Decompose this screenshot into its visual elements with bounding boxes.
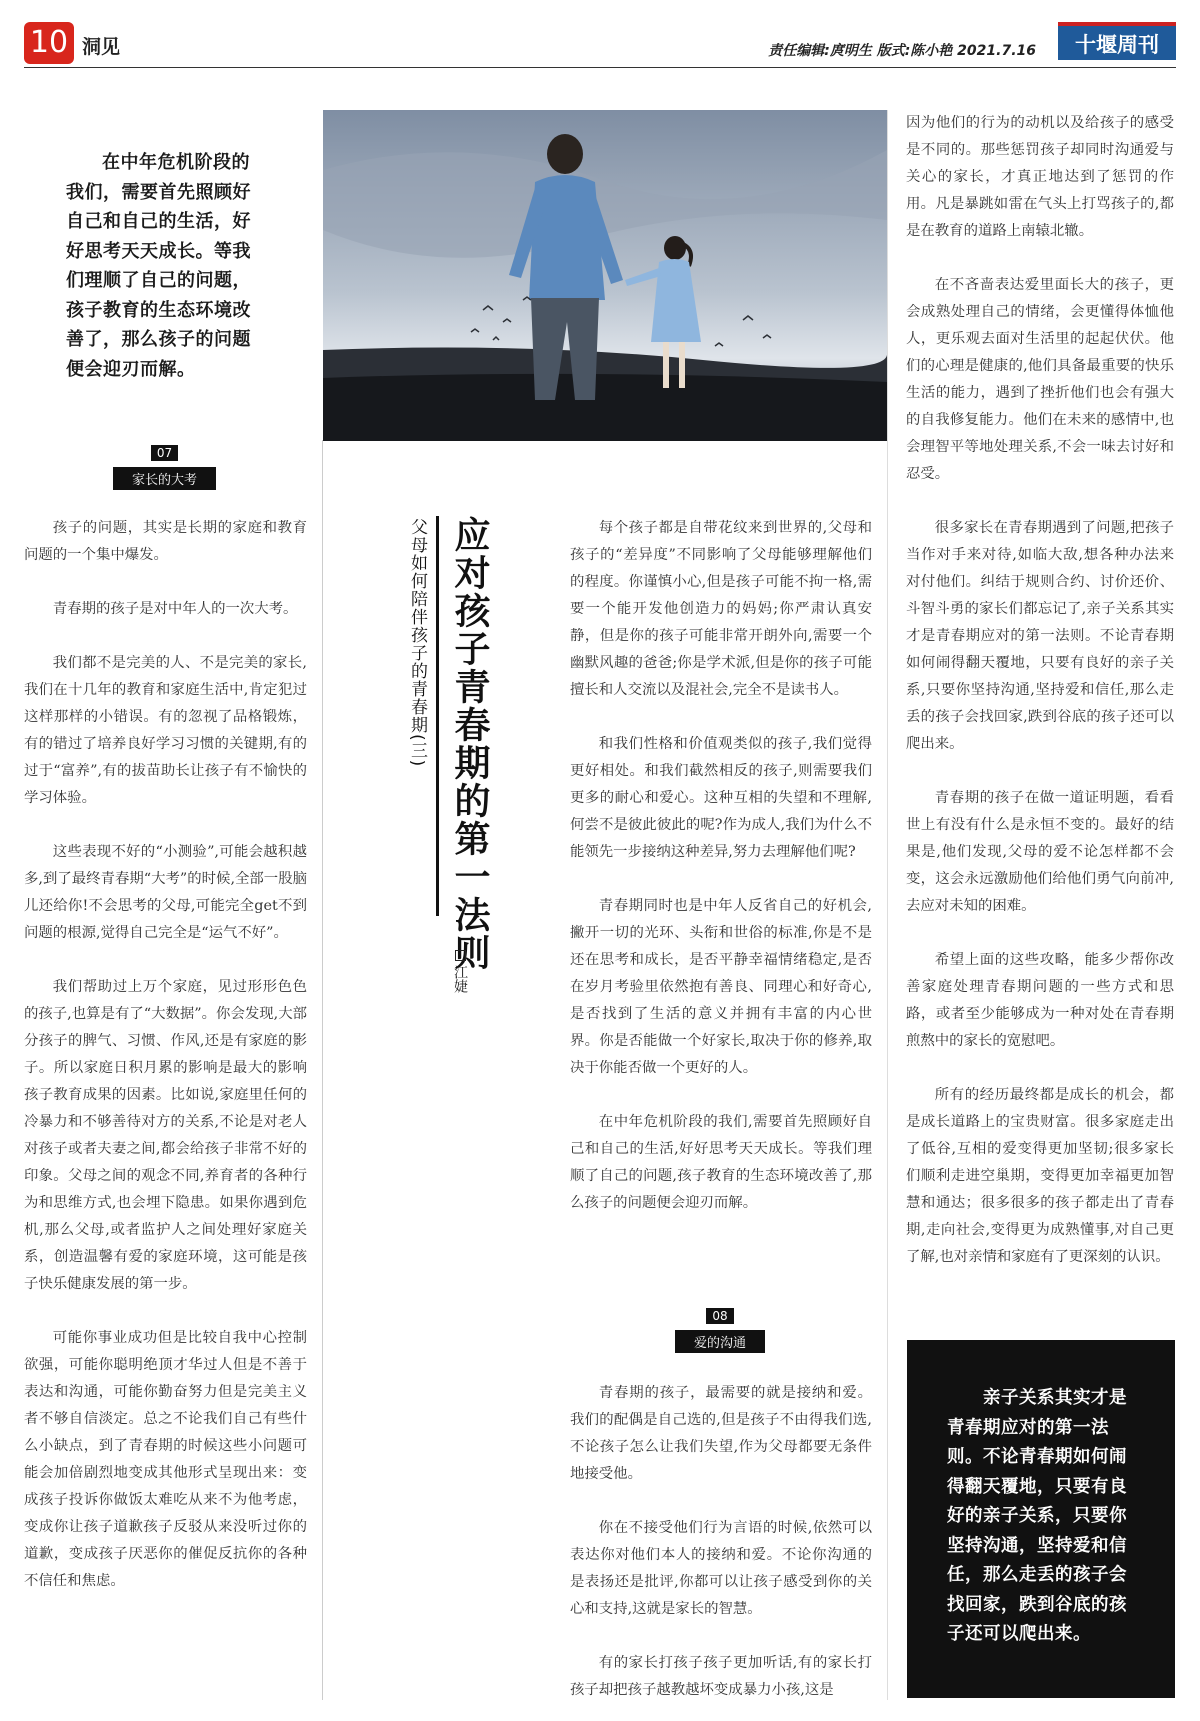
paragraph: 我们帮助过上万个家庭，见过形形色色的孩子,也算是有了“大数据”。你会发现,大部分孩子的脾气、习惯、作风,还是有家庭的影子。所以家庭日积月累的影响是最大的影响孩子教育成果的因素。比如说,家庭里任何的冷暴力和不够善待对方的关系,不论是对老人对孩子或者夫妻之间,都会给孩子非常不好的印象。父母之间的观念不同,养育者的各种行为和思维方式,也会埋下隐患。如果你遇到危机,那么父母,或者监护人之间处理好家庭关系，创造温馨有爱的家庭环境，这可能是孩子快乐健康发展的第一步。 xyxy=(24,979,307,1292)
author-name: 江婕 xyxy=(452,965,468,993)
section-name: 洞见 xyxy=(82,36,121,58)
author-byline xyxy=(450,950,470,993)
column-divider xyxy=(322,440,323,1700)
paragraph: 青春期的孩子在做一道证明题，看看世上有没有什么是永恒不变的。最好的结果是,他们发现,父母的爱不论怎样都不会变，这会永远激励他们给他们勇气向前冲,去应对未知的困难。 xyxy=(906,790,1174,914)
masthead-logo: 十堰周刊 xyxy=(1058,22,1176,60)
section-marker-08 xyxy=(675,1305,765,1353)
article-column-3-bottom xyxy=(570,1380,872,1721)
section-title: 爱的沟通 xyxy=(675,1330,765,1353)
column-divider xyxy=(887,110,888,1700)
paragraph: 在中年危机阶段的我们,需要首先照顾好自己和自己的生活,好好思考天天成长。等我们理顺了自己的问题,孩子教育的生态环境改善了,那么孩子的问题便会迎刃而解。 xyxy=(570,1114,872,1211)
illustration-father-daughter xyxy=(323,110,887,441)
highlight-quote-box xyxy=(907,1340,1175,1698)
article-title: 应对孩子青春期的第一法则 xyxy=(449,516,490,972)
paragraph: 和我们性格和价值观类似的孩子,我们觉得更好相处。和我们截然相反的孩子,则需要我们更多的耐心和爱心。这种互相的失望和不理解,何尝不是彼此彼此的呢?作为成人,我们为什么不能领先一步接纳这种差异,努力去理解他们呢? xyxy=(570,736,872,860)
paragraph: 青春期的孩子，最需要的就是接纳和爱。我们的配偶是自己选的,但是孩子不由得我们选,不论孩子怎么让我们失望,作为父母都要无条件地接受他。 xyxy=(570,1385,872,1482)
editor-info: 责任编辑:庹明生 版式:陈小艳 2021.7.16 xyxy=(768,43,1036,59)
page-number: 10 xyxy=(24,22,74,64)
article-subtitle: 父母如何陪伴孩子的青春期(三) xyxy=(407,518,427,768)
article-column-4 xyxy=(906,110,1174,1298)
paragraph: 青春期的孩子是对中年人的一次大考。 xyxy=(52,601,298,617)
byline-box-icon xyxy=(455,950,466,961)
paragraph: 可能你事业成功但是比较自我中心控制欲强，可能你聪明绝顶才华过人但是不善于表达和沟通，可能你勤奋努力但是完美主义者不够自信淡定。总之不论我们自己有些什么小缺点，到了青春期的时候这些小问题可能会加倍剧烈地变成其他形式呈现出来：变成孩子投诉你做饭太难吃从来不为他考虑，变成你让孩子道歉孩子反驳从来没听过你的道歉，变成孩子厌恶你的催促反抗你的各种不信任和焦虑。 xyxy=(24,1330,307,1589)
section-number: 08 xyxy=(706,1308,733,1324)
paragraph: 在不吝啬表达爱里面长大的孩子，更会成熟处理自己的情绪，会更懂得体恤他人，更乐观去面对生活里的起起伏伏。他们的心理是健康的,他们具备最重要的快乐生活的能力，遇到了挫折他们也会有强大的自我修复能力。他们在未来的感情中,也会理智平等地处理关系,不会一味去讨好和忍受。 xyxy=(906,277,1174,482)
highlight-quote: 亲子关系其实才是青春期应对的第一法则。不论青春期如何闹得翻天覆地，只要有良好的亲子关系，只要你坚持沟通，坚持爱和信任，那么走丢的孩子会找回家，跌到谷底的孩子还可以爬出来。 xyxy=(947,1388,1127,1644)
paragraph: 每个孩子都是自带花纹来到世界的,父母和孩子的“差异度”不同影响了父母能够理解他们的程度。你谨慎小心,但是孩子可能不拘一格,需要一个能开发他创造力的妈妈;你严肃认真安静，但是你的孩子可能非常开朗外向,需要一个幽默风趣的爸爸;你是学术派,但是你的孩子可能擅长和人交流以及混社会,完全不是读书人。 xyxy=(570,520,872,698)
paragraph: 有的家长打孩子孩子更加听话,有的家长打孩子却把孩子越教越坏变成暴力小孩,这是 xyxy=(570,1655,872,1698)
paragraph: 希望上面的这些攻略，能多少帮你改善家庭处理青春期问题的一些方式和思路，或者至少能够成为一种对处在青春期煎熬中的家长的宽慰吧。 xyxy=(906,952,1174,1049)
section-number: 07 xyxy=(151,445,178,461)
section-title: 家长的大考 xyxy=(113,467,216,490)
page-header xyxy=(24,22,1176,68)
paragraph: 孩子的问题，其实是长期的家庭和教育问题的一个集中爆发。 xyxy=(24,520,307,563)
paragraph: 青春期同时也是中年人反省自己的好机会,撇开一切的光环、头衔和世俗的标准,你是不是还在思考和成长，是否平静幸福情绪稳定,是否在岁月考验里依然抱有善良、同理心和好奇心,是否找到了生活的意义并拥有丰富的内心世界。你是否能做一个好家长,取决于你的修养,取决于你能否做一个更好的人。 xyxy=(570,898,872,1076)
pull-quote: 在中年危机阶段的我们，需要首先照顾好自己和自己的生活，好好思考天天成长。等我们理顺了自己的问题，孩子教育的生态环境改善了，那么孩子的问题便会迎刃而解。 xyxy=(66,152,251,380)
paragraph: 所有的经历最终都是成长的机会，都是成长道路上的宝贵财富。很多家庭走出了低谷,互相的爱变得更加坚韧;很多家长们顺利走进空巢期，变得更加幸福更加智慧和通达；很多很多的孩子都走出了青春期,走向社会,变得更为成熟懂事,对自己更了解,也对亲情和家庭有了更深刻的认识。 xyxy=(906,1087,1174,1265)
paragraph: 因为他们的行为的动机以及给孩子的感受是不同的。那些惩罚孩子却同时沟通爱与关心的家长，才真正地达到了惩罚的作用。凡是暴跳如雷在气头上打骂孩子的,都是在教育的道路上南辕北辙。 xyxy=(906,115,1174,239)
title-rule xyxy=(436,516,439,916)
paragraph: 这些表现不好的“小测验”,可能会越积越多,到了最终青春期“大考”的时候,全部一股脑儿还给你!不会思考的父母,可能完全get不到问题的根源,觉得自己完全是“运气不好”。 xyxy=(24,844,307,941)
paragraph: 你在不接受他们行为言语的时候,依然可以表达你对他们本人的接纳和爱。不论你沟通的是表扬还是批评,你都可以让孩子感受到你的关心和支持,这就是家长的智慧。 xyxy=(570,1520,872,1617)
article-column-3 xyxy=(570,515,872,1244)
article-column-1 xyxy=(24,515,307,1622)
section-marker-07 xyxy=(113,442,216,490)
paragraph: 很多家长在青春期遇到了问题,把孩子当作对手来对待,如临大敌,想各种办法来对付他们。纠结于规则合约、讨价还价、斗智斗勇的家长们都忘记了,亲子关系其实才是青春期应对的第一法则。不论青春期如何闹得翻天覆地，只要有良好的亲子关系,只要你坚持沟通,坚持爱和信任,那么走丢的孩子会找回家,跌到谷底的孩子还可以爬出来。 xyxy=(906,520,1174,752)
paragraph: 我们都不是完美的人、不是完美的家长,我们在十几年的教育和家庭生活中,肯定犯过这样那样的小错误。有的忽视了品格锻炼，有的错过了培养良好学习习惯的关键期,有的过于“富养”,有的拔苗助长让孩子有不愉快的学习体验。 xyxy=(24,655,307,806)
